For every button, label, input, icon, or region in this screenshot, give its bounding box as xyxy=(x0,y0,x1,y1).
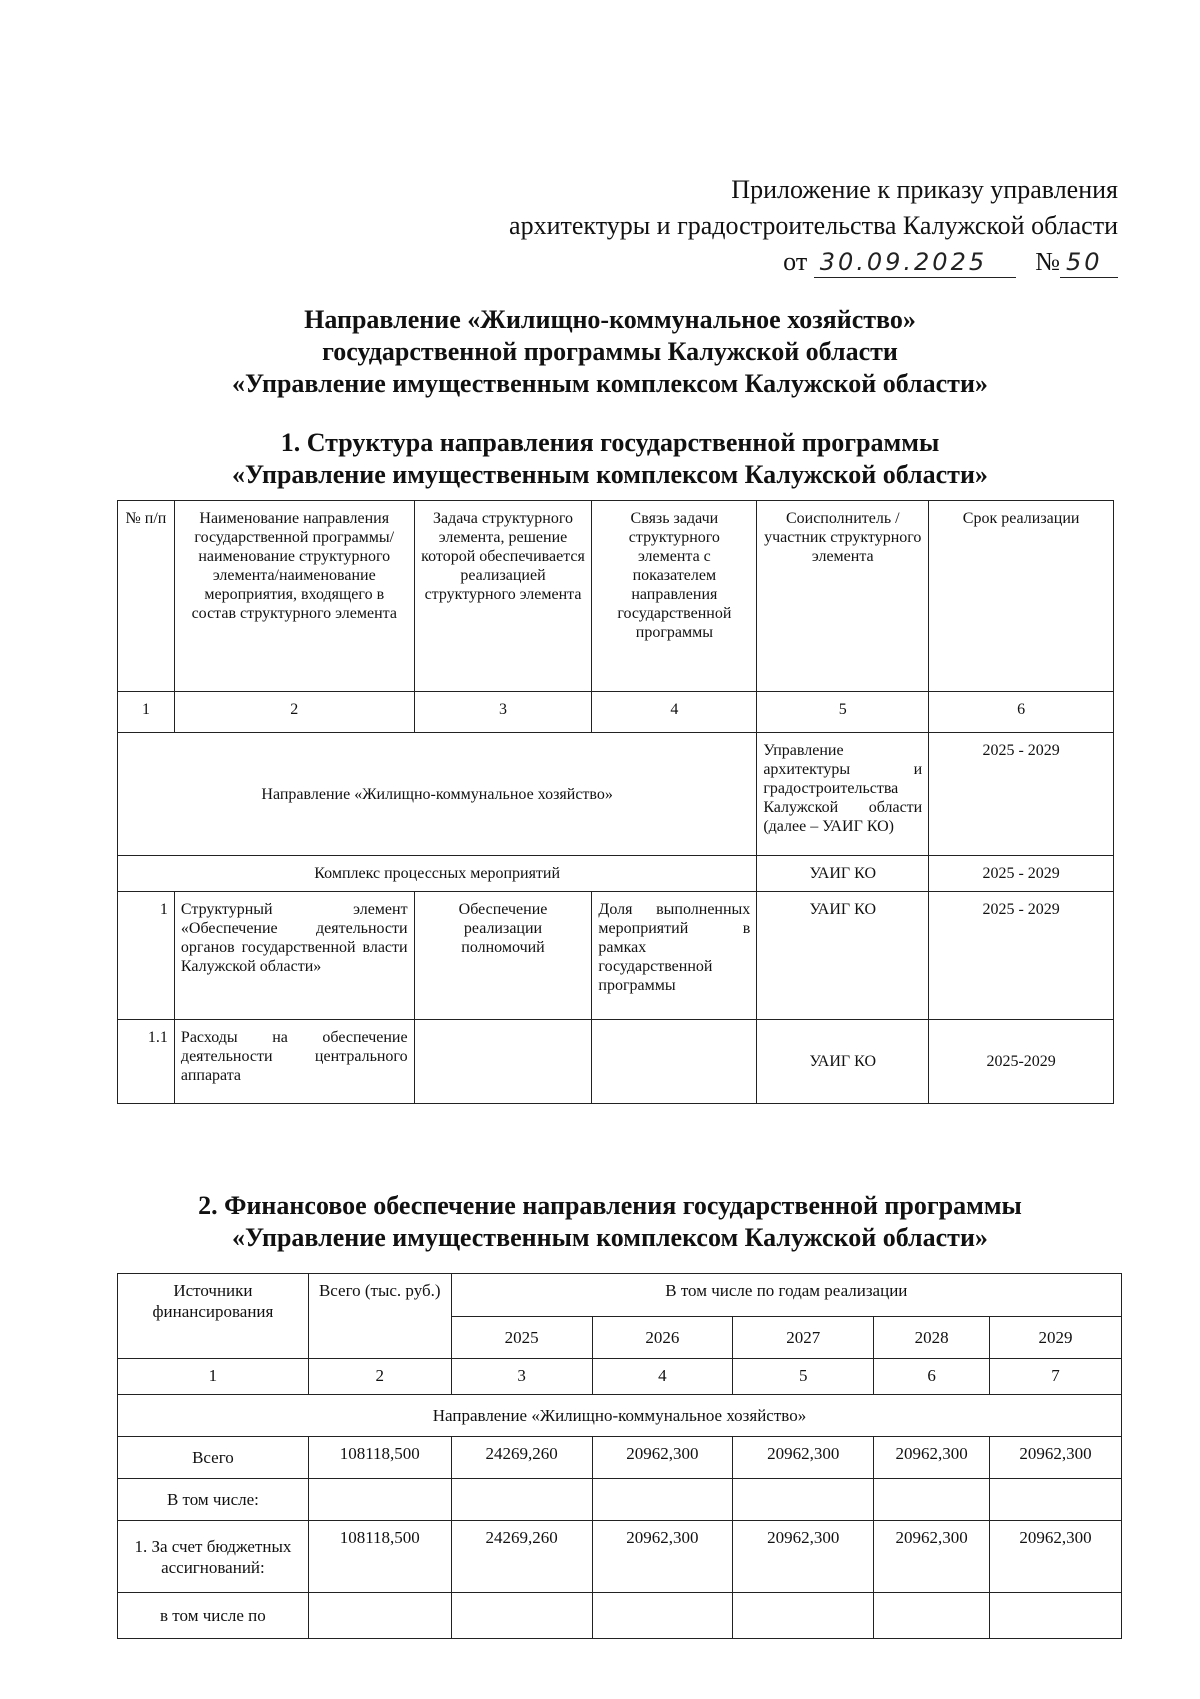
column-number-cell: 3 xyxy=(414,692,592,733)
direction-name-cell: Направление «Жилищно-коммунальное хозяйство» xyxy=(118,733,757,856)
finance-value-cell: 108118,500 xyxy=(308,1521,451,1593)
structure-header-cell: Связь задачи структурного элемента с показателем направления государственной программы xyxy=(592,501,757,692)
finance-value-cell: 108118,500 xyxy=(308,1437,451,1479)
finance-column-number: 7 xyxy=(990,1359,1122,1395)
column-number-cell: 6 xyxy=(929,692,1114,733)
direction-period-cell: 2025 - 2029 xyxy=(929,733,1114,856)
finance-value-cell: 20962,300 xyxy=(990,1437,1122,1479)
complex-executor-cell: УАИГ КО xyxy=(757,856,929,892)
finance-year-header: 2025 xyxy=(451,1317,592,1359)
finance-year-header: 2026 xyxy=(592,1317,733,1359)
finance-direction-label: Направление «Жилищно-коммунальное хозяйство» xyxy=(118,1395,1122,1437)
direction-executor-cell: Управление архитектуры и градостроительства Калужской области (далее – УАИГ КО) xyxy=(757,733,929,856)
structure-table-header-row xyxy=(118,501,1114,692)
complex-name-cell: Комплекс процессных мероприятий xyxy=(118,856,757,892)
element-name-cell: Структурный элемент «Обеспечение деятельности органов государственной власти Калужской области» xyxy=(174,892,414,1020)
finance-value-cell xyxy=(451,1479,592,1521)
structure-table xyxy=(117,500,1114,1104)
approval-number-label: № xyxy=(1035,247,1060,276)
approval-line-1: Приложение к приказу управления xyxy=(731,175,1118,204)
section-1-heading-line-2: «Управление имущественным комплексом Калужской области» xyxy=(232,460,988,489)
finance-year-header: 2029 xyxy=(990,1317,1122,1359)
finance-value-cell: 20962,300 xyxy=(733,1437,874,1479)
finance-value-cell xyxy=(592,1479,733,1521)
element-task-cell: Обеспечение реализации полномочий xyxy=(414,892,592,1020)
element-number-cell: 1 xyxy=(118,892,175,1020)
section-1-heading xyxy=(110,427,1110,491)
finance-value-cell xyxy=(308,1479,451,1521)
finance-value-cell xyxy=(592,1593,733,1639)
structure-table-number-row xyxy=(118,692,1114,733)
element-period-cell: 2025 - 2029 xyxy=(929,892,1114,1020)
finance-column-number: 5 xyxy=(733,1359,874,1395)
finance-table xyxy=(117,1273,1122,1639)
complex-period-cell: 2025 - 2029 xyxy=(929,856,1114,892)
finance-row-by xyxy=(118,1593,1122,1639)
approval-from-label: от xyxy=(783,247,808,276)
structure-header-cell: № п/п xyxy=(118,501,175,692)
section-2-heading-line-1: 2. Финансовое обеспечение направления государственной программы xyxy=(198,1191,1022,1220)
finance-value-cell: 20962,300 xyxy=(733,1521,874,1593)
finance-value-cell: 20962,300 xyxy=(874,1437,990,1479)
document-title-line-1: Направление «Жилищно-коммунальное хозяйство» xyxy=(304,305,916,334)
activity-executor-cell: УАИГ КО xyxy=(757,1020,929,1104)
finance-value-cell: 24269,260 xyxy=(451,1521,592,1593)
structure-direction-row xyxy=(118,733,1114,856)
finance-value-cell xyxy=(733,1593,874,1639)
document-title-line-3: «Управление имущественным комплексом Калужской области» xyxy=(232,369,988,398)
finance-value-cell xyxy=(308,1593,451,1639)
approval-number: 50 xyxy=(1060,247,1118,278)
finance-header-total: Всего (тыс. руб.) xyxy=(308,1274,451,1359)
finance-row-total xyxy=(118,1437,1122,1479)
finance-value-cell xyxy=(874,1593,990,1639)
finance-row-label: В том числе: xyxy=(118,1479,309,1521)
element-link-cell: Доля выполненных мероприятий в рамках государственной программы xyxy=(592,892,757,1020)
structure-activity-row xyxy=(118,1020,1114,1104)
activity-period-cell: 2025-2029 xyxy=(929,1020,1114,1104)
approval-block xyxy=(478,172,1118,280)
finance-value-cell: 20962,300 xyxy=(592,1521,733,1593)
structure-header-cell: Наименование направления государственной программы/наименование структурного элемента/наименование мероприятия, входящего в состав структурного элемента xyxy=(174,501,414,692)
structure-header-cell: Срок реализации xyxy=(929,501,1114,692)
approval-date: 30.09.2025 xyxy=(814,247,1016,278)
finance-column-number: 1 xyxy=(118,1359,309,1395)
finance-row-label: Всего xyxy=(118,1437,309,1479)
finance-row-label: 1. За счет бюджетных ассигнований: xyxy=(118,1521,309,1593)
activity-number-cell: 1.1 xyxy=(118,1020,175,1104)
finance-header-source: Источники финансирования xyxy=(118,1274,309,1359)
approval-line-3 xyxy=(783,244,1118,280)
finance-column-number: 4 xyxy=(592,1359,733,1395)
column-number-cell: 1 xyxy=(118,692,175,733)
finance-year-header: 2028 xyxy=(874,1317,990,1359)
finance-value-cell xyxy=(990,1479,1122,1521)
structure-header-cell: Соисполнитель /участник структурного элемента xyxy=(757,501,929,692)
finance-direction-row xyxy=(118,1395,1122,1437)
finance-value-cell xyxy=(874,1479,990,1521)
section-2-heading-line-2: «Управление имущественным комплексом Калужской области» xyxy=(232,1223,988,1252)
structure-complex-row xyxy=(118,856,1114,892)
finance-value-cell xyxy=(990,1593,1122,1639)
finance-number-row xyxy=(118,1359,1122,1395)
finance-value-cell: 24269,260 xyxy=(451,1437,592,1479)
finance-header-row-1 xyxy=(118,1274,1122,1317)
approval-line-2: архитектуры и градостроительства Калужской области xyxy=(509,211,1118,240)
activity-task-cell xyxy=(414,1020,592,1104)
finance-column-number: 2 xyxy=(308,1359,451,1395)
column-number-cell: 2 xyxy=(174,692,414,733)
column-number-cell: 4 xyxy=(592,692,757,733)
document-title xyxy=(110,304,1110,400)
finance-row-label: в том числе по xyxy=(118,1593,309,1639)
activity-link-cell xyxy=(592,1020,757,1104)
column-number-cell: 5 xyxy=(757,692,929,733)
document-title-line-2: государственной программы Калужской области xyxy=(322,337,898,366)
finance-column-number: 3 xyxy=(451,1359,592,1395)
finance-value-cell: 20962,300 xyxy=(874,1521,990,1593)
finance-column-number: 6 xyxy=(874,1359,990,1395)
finance-row-budget xyxy=(118,1521,1122,1593)
finance-header-years-group: В том числе по годам реализации xyxy=(451,1274,1121,1317)
finance-value-cell: 20962,300 xyxy=(592,1437,733,1479)
finance-year-header: 2027 xyxy=(733,1317,874,1359)
structure-element-row xyxy=(118,892,1114,1020)
section-2-heading xyxy=(110,1190,1110,1254)
finance-row-including xyxy=(118,1479,1122,1521)
structure-header-cell: Задача структурного элемента, решение которой обеспечивается реализацией структурного элемента xyxy=(414,501,592,692)
finance-value-cell: 20962,300 xyxy=(990,1521,1122,1593)
element-executor-cell: УАИГ КО xyxy=(757,892,929,1020)
section-1-heading-line-1: 1. Структура направления государственной программы xyxy=(280,428,940,457)
activity-name-cell: Расходы на обеспечение деятельности центрального аппарата xyxy=(174,1020,414,1104)
finance-value-cell xyxy=(733,1479,874,1521)
finance-value-cell xyxy=(451,1593,592,1639)
